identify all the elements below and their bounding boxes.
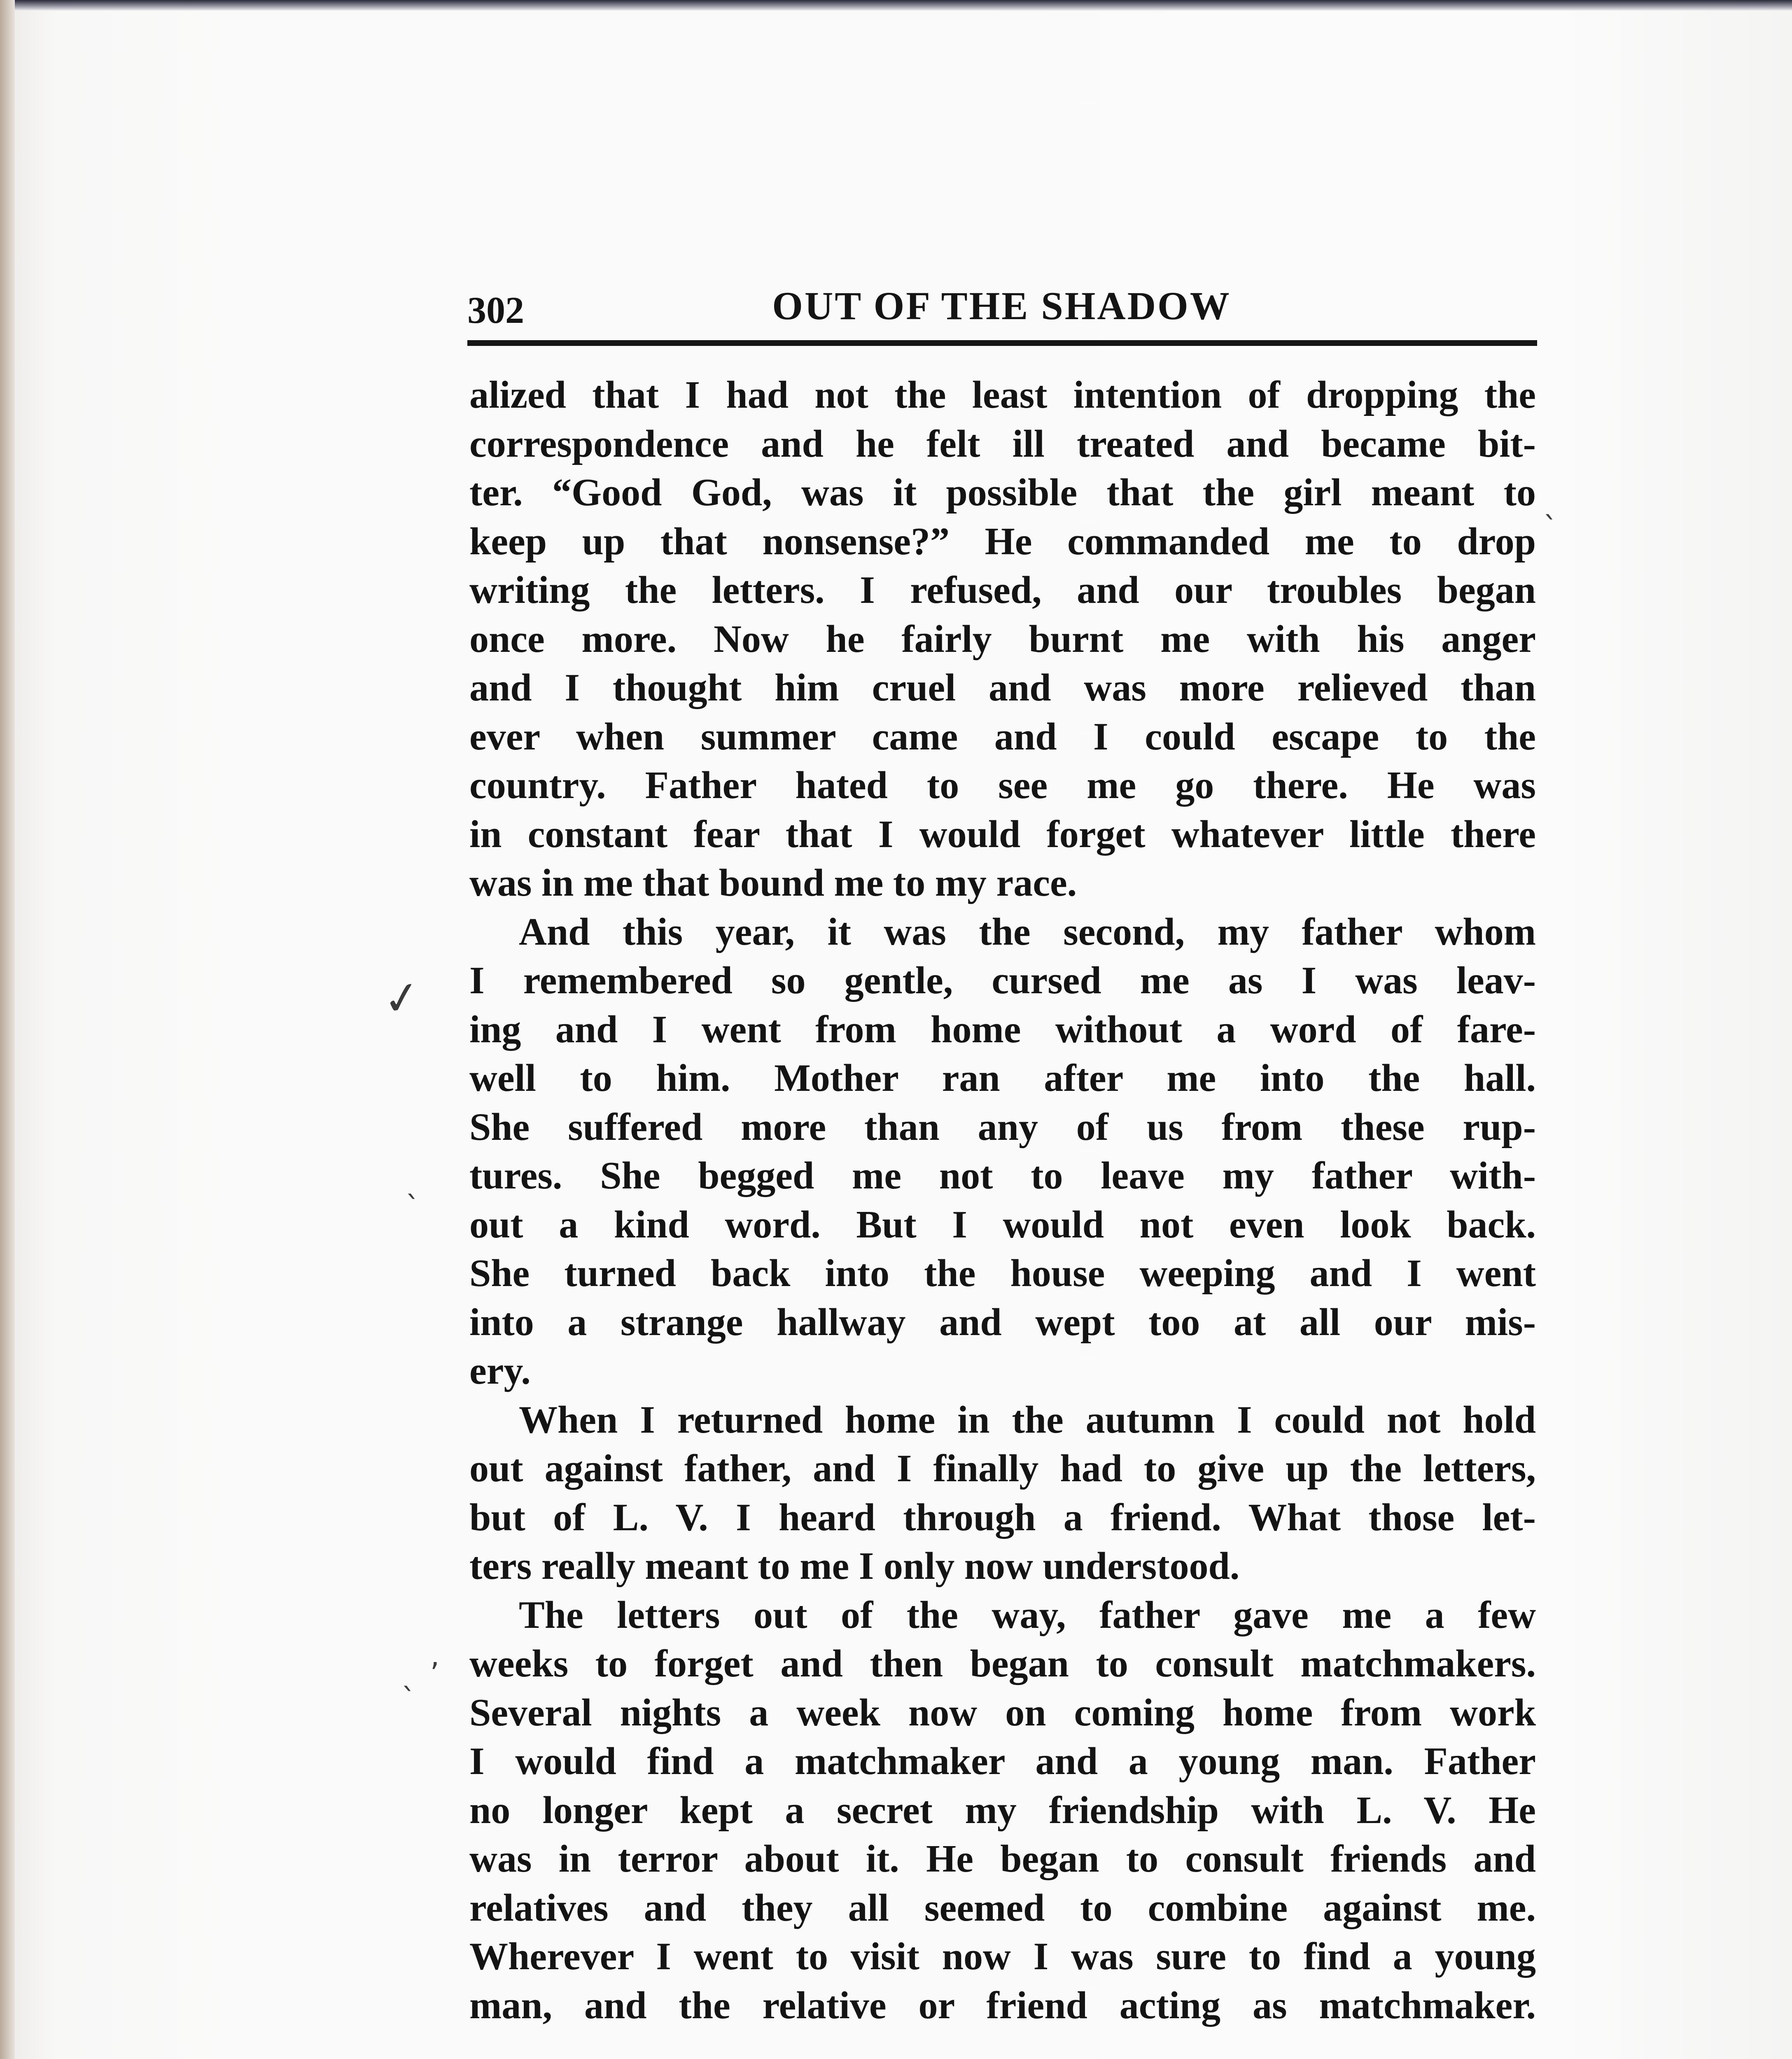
pencil-tick-mark-icon: ˎ	[1543, 486, 1558, 520]
text-line: ery.	[469, 1349, 531, 1392]
text-line: ter. “Good God, was it possible that the girl meant to	[469, 471, 1536, 514]
running-head: OUT OF THE SHADOW	[772, 284, 1231, 328]
text-line: tures. She begged me not to leave my father with-	[469, 1154, 1536, 1197]
text-line: no longer kept a secret my friendship with L. V. He	[469, 1788, 1536, 1832]
text-line: was in me that bound me to my race.	[469, 861, 1077, 904]
text-line: Wherever I went to visit now I was sure to find a young	[469, 1935, 1536, 1978]
text-line: ing and I went from home without a word of fare-	[469, 1008, 1536, 1051]
text-line: alized that I had not the least intention of dropping the	[469, 374, 1536, 416]
text-line: The letters out of the way, father gave me a few	[519, 1593, 1536, 1636]
text-line: When I returned home in the autumn I could not hold	[519, 1398, 1536, 1441]
pencil-tick-mark-icon: ˋ	[406, 1190, 420, 1224]
page-top-edge	[0, 0, 1792, 11]
body-text	[469, 371, 1536, 2030]
page-number: 302	[467, 289, 524, 331]
text-line: relatives and they all seemed to combine against me.	[469, 1886, 1536, 1929]
text-line: once more. Now he fairly burnt me with his anger	[469, 617, 1536, 661]
text-line: correspondence and he felt ill treated and became bit-	[469, 422, 1536, 465]
text-line: in constant fear that I would forget whatever little there	[469, 812, 1536, 856]
pencil-tick-mark-icon: ˋ	[401, 1682, 416, 1716]
text-line: ever when summer came and I could escape to the	[469, 715, 1536, 758]
text-line: well to him. Mother ran after me into the hall.	[469, 1057, 1536, 1100]
text-line: country. Father hated to see me go there. He was	[469, 764, 1536, 807]
page-left-edge	[0, 0, 15, 2059]
text-line: And this year, it was the second, my father whom	[519, 910, 1536, 953]
text-line: weeks to forget and then began to consult matchmakers.	[469, 1642, 1536, 1685]
text-line: was in terror about it. He began to consult friends and	[469, 1837, 1536, 1880]
text-line: but of L. V. I heard through a friend. What those let-	[469, 1496, 1536, 1539]
text-line: She turned back into the house weeping and I went	[469, 1252, 1536, 1295]
text-line: keep up that nonsense?” He commanded me to drop	[469, 520, 1536, 563]
text-line: writing the letters. I refused, and our troubles began	[469, 569, 1536, 612]
text-line: man, and the relative or friend acting as matchmaker.	[469, 1984, 1536, 2027]
text-line: I remembered so gentle, cursed me as I was leav-	[469, 959, 1536, 1002]
text-line: I would find a matchmaker and a young man. Father	[469, 1740, 1536, 1783]
pencil-check-mark-icon: ✓	[379, 969, 425, 1027]
pencil-tick-mark-icon: ,	[430, 1639, 440, 1673]
text-line: out a kind word. But I would not even look back.	[469, 1203, 1536, 1246]
header-rule	[467, 340, 1537, 346]
text-line: She suffered more than any of us from these rup-	[469, 1105, 1536, 1149]
text-line: into a strange hallway and wept too at all our mis-	[469, 1300, 1536, 1344]
text-line: out against father, and I finally had to give up the letters,	[469, 1447, 1536, 1490]
text-line: ters really meant to me I only now understood.	[469, 1545, 1240, 1587]
text-line: and I thought him cruel and was more relieved than	[469, 666, 1536, 709]
text-line: Several nights a week now on coming home from work	[469, 1691, 1536, 1734]
